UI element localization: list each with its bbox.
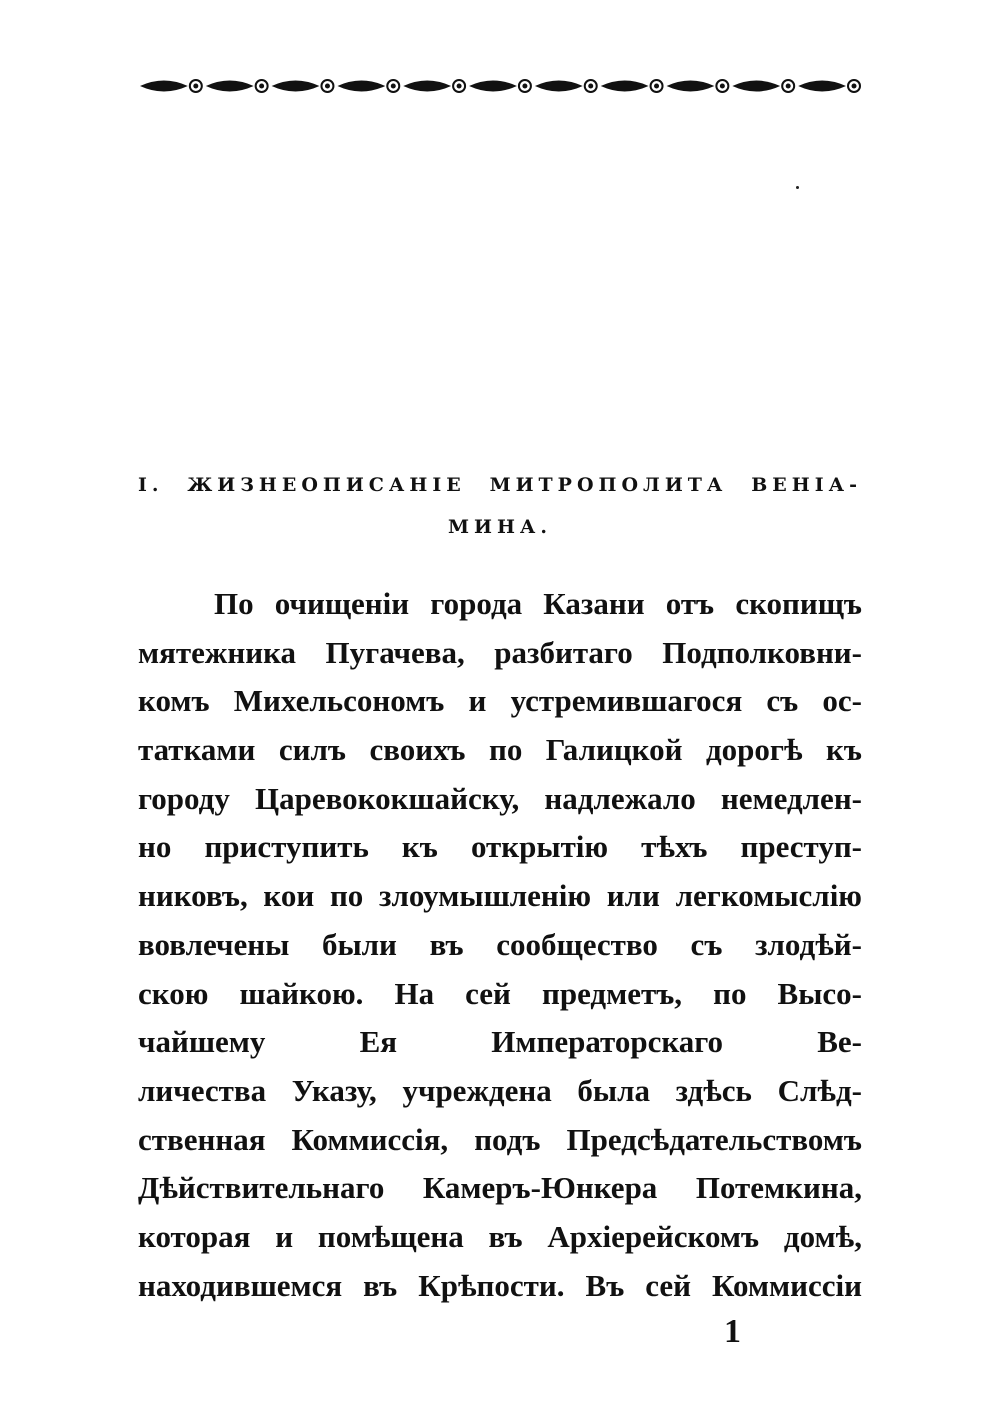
page-number: 1	[724, 1313, 741, 1350]
text-line: ственная Коммиссія, подъ Предсѣдательствомъ	[138, 1121, 862, 1157]
ornament-rosette-center	[391, 84, 396, 89]
text-line: городу Царевококшайску, надлежало немедлен-	[138, 780, 862, 816]
ornament-rosette-center	[654, 84, 659, 89]
ornament-rosette-center	[457, 84, 462, 89]
text-line: Дѣйствительнаго Камеръ-Юнкера Потемкина,	[138, 1170, 862, 1206]
print-speck	[796, 186, 799, 189]
heading-line-2: МИНА.	[447, 516, 553, 538]
ornament-leaf	[469, 81, 517, 92]
ornament-rosette-center	[588, 84, 593, 89]
body-text	[138, 580, 862, 1310]
ornament-rosette-center	[522, 84, 527, 89]
decorative-border-ornament	[138, 74, 862, 98]
text-line: личества Указу, учреждена была здѣсь Слѣд-	[138, 1072, 862, 1108]
ornament-leaf	[403, 81, 451, 92]
chapter-heading	[138, 464, 862, 548]
text-line: вовлечены были въ сообщество съ злодѣй-	[138, 926, 862, 962]
heading-word: ЖИЗНЕОПИСАНІЕ	[187, 474, 466, 496]
ornament-rosette-center	[193, 84, 198, 89]
text-line: чайшему Ея Императорскаго Ве-	[138, 1024, 862, 1060]
ornament-leaf	[798, 81, 846, 92]
ornament-leaf	[337, 81, 385, 92]
ornament-rosette-center	[325, 84, 330, 89]
heading-word: ВЕНІА-	[751, 474, 862, 496]
text-line: но приступить къ открытію тѣхъ преступ-	[138, 829, 862, 865]
ornament-leaf	[601, 81, 649, 92]
heading-line-1	[138, 464, 862, 506]
ornament-leaf	[206, 81, 254, 92]
text-line: находившемся въ Крѣпости. Въ сей Коммиссіи	[138, 1267, 862, 1303]
ornament-leaf	[732, 81, 780, 92]
text-line: которая и помѣщена въ Архіерейскомъ домѣ,	[138, 1218, 862, 1254]
text-line: никовъ, кои по злоумышленію или легкомыслію	[138, 878, 862, 914]
ornament-leaf	[667, 81, 715, 92]
ornament-rosette-center	[852, 84, 857, 89]
heading-word: МИТРОПОЛИТА	[489, 474, 728, 496]
text-line: комъ Михельсономъ и устремившагося съ ос-	[138, 683, 862, 719]
ornament-rosette-center	[786, 84, 791, 89]
ornament-leaf	[272, 81, 320, 92]
text-line: скою шайкою. На сей предметъ, по Высо-	[138, 975, 862, 1011]
text-line: татками силъ своихъ по Галицкой дорогѣ къ	[138, 732, 862, 768]
text-line: мятежника Пугачева, разбитаго Подполковни-	[138, 634, 862, 670]
heading-word: I.	[138, 474, 164, 496]
text-line: По очищеніи города Казани отъ скопищъ	[214, 586, 862, 621]
ornament-rosette-center	[259, 84, 264, 89]
ornament-leaf	[535, 81, 583, 92]
ornament-leaf	[140, 81, 188, 92]
ornament-rosette-center	[720, 84, 725, 89]
